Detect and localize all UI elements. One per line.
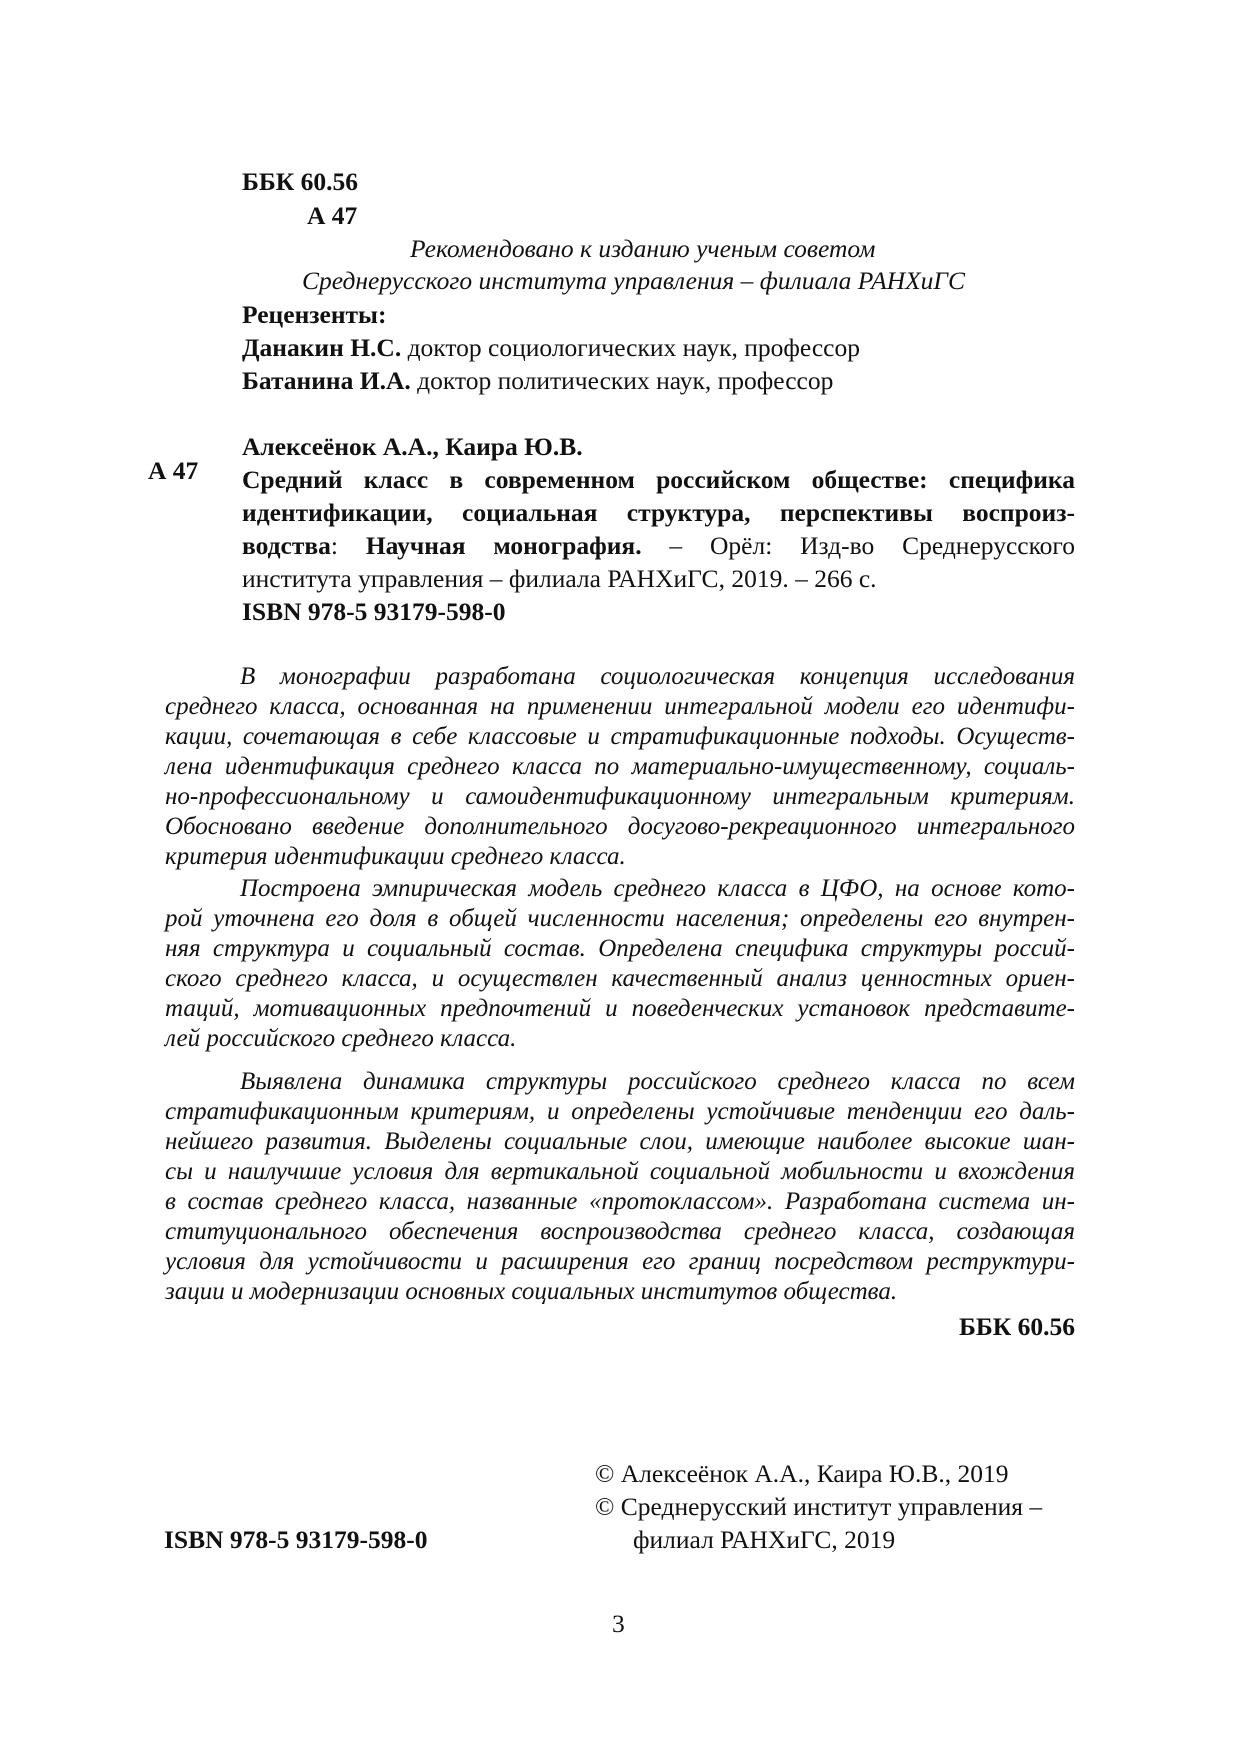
abstract-p3-line: сы и наилучшие условия для вертикальной социальной мобильности и вхождения [165, 1158, 1075, 1185]
copyright-institute-cont: филиал РАНХиГС, 2019 [633, 1525, 896, 1554]
bib-separator: : [330, 531, 366, 560]
page-number: 3 [612, 1609, 625, 1638]
footer-isbn: ISBN 978-5 93179-598-0 [164, 1525, 428, 1554]
reviewer-1-name: Данакин Н.С. [242, 333, 402, 362]
reviewer-1 [242, 332, 860, 364]
abstract-p1-line: но-профессиональному и самоидентификационному интегральным критериям. [165, 783, 1075, 810]
recommendation-line-1: Рекомендовано к изданию ученым советом [410, 234, 876, 263]
abstract-bbk: ББК 60.56 [959, 1312, 1075, 1341]
bbk-index: ББК 60.56 [242, 167, 358, 196]
abstract-p1-line: критерия идентификации среднего класса. [165, 843, 626, 870]
author-mark: А 47 [307, 201, 358, 230]
copyright-institute: © Среднерусский институт управления – [595, 1492, 1043, 1521]
abstract-p2-line: Построена эмпирическая модель среднего класса в ЦФО, на основе кото- [240, 875, 1075, 902]
abstract-p2-line: рой уточнена его доля в общей численности населения; определены его внутрен- [165, 905, 1075, 932]
bib-title-line-2: идентификации, социальная структура, перспективы воспроиз- [242, 498, 1075, 527]
bib-isbn: ISBN 978-5 93179-598-0 [242, 597, 506, 626]
bib-title-line-3 [242, 530, 1075, 562]
abstract-p3-line: стратификационным критериям, и определены устойчивые тенденции его даль- [165, 1098, 1075, 1125]
reviewer-2 [242, 365, 833, 397]
bib-authors: Алексеёнок А.А., Каира Ю.В. [242, 432, 583, 461]
bib-publisher: – Орёл: Изд-во Среднерусского [641, 531, 1075, 560]
bib-title-line-1: Средний класс в современном российском обществе: специфика [242, 465, 1075, 494]
abstract-p3-line: зации и модернизации основных социальных институтов общества. [165, 1278, 898, 1305]
abstract-p3-line: Выявлена динамика структуры российского среднего класса по всем [240, 1068, 1075, 1095]
abstract-p1-line: кации, сочетающая в себе классовые и стратификационные подходы. Осуществ- [165, 723, 1075, 750]
abstract-p2-line: ского среднего класса, и осуществлен качественный анализ ценностных ориен- [165, 965, 1075, 992]
reviewers-label: Рецензенты: [242, 300, 387, 329]
abstract-p3-line: ституционального обеспечения воспроизводства среднего класса, создающая [165, 1218, 1075, 1245]
abstract-p1-line: лена идентификация среднего класса по материально-имущественному, социаль- [165, 753, 1075, 780]
abstract-p2-line: лей российского среднего класса. [165, 1025, 517, 1052]
recommendation-line-2: Среднерусского института управления – филиала РАНХиГС [302, 266, 965, 295]
copyright-authors: © Алексеёнок А.А., Каира Ю.В., 2019 [595, 1459, 1009, 1488]
abstract-p3-line: нейшего развития. Выделены социальные слои, имеющие наиболее высокие шан- [165, 1128, 1075, 1155]
abstract-p1-line: среднего класса, основанная на применении интегральной модели его идентифи- [165, 693, 1075, 720]
reviewer-2-name: Батанина И.А. [242, 366, 411, 395]
bib-author-mark: А 47 [148, 456, 199, 485]
reviewer-1-title: доктор социологических наук, профессор [401, 333, 860, 362]
abstract-p1-line: Обосновано введение дополнительного досугово-рекреационного интегрального [165, 813, 1075, 840]
bib-title-end: водства [242, 531, 331, 560]
abstract-p3-line: условия для устойчивости и расширения его границ посредством реструктури- [165, 1248, 1075, 1275]
bib-publication-type: Научная монография. [365, 531, 642, 560]
abstract-p3-line: в состав среднего класса, названные «протоклассом». Разработана система ин- [165, 1188, 1075, 1215]
reviewer-2-title: доктор политических наук, профессор [410, 366, 834, 395]
bib-title-line-4: института управления – филиала РАНХиГС, 2019. – 266 с. [242, 564, 877, 593]
abstract-p2-line: таций, мотивационных предпочтений и поведенческих установок представите- [165, 995, 1075, 1022]
abstract-p1-line: В монографии разработана социологическая концепция исследования [240, 663, 1075, 690]
abstract-p2-line: няя структура и социальный состав. Определена специфика структуры россий- [165, 935, 1075, 962]
